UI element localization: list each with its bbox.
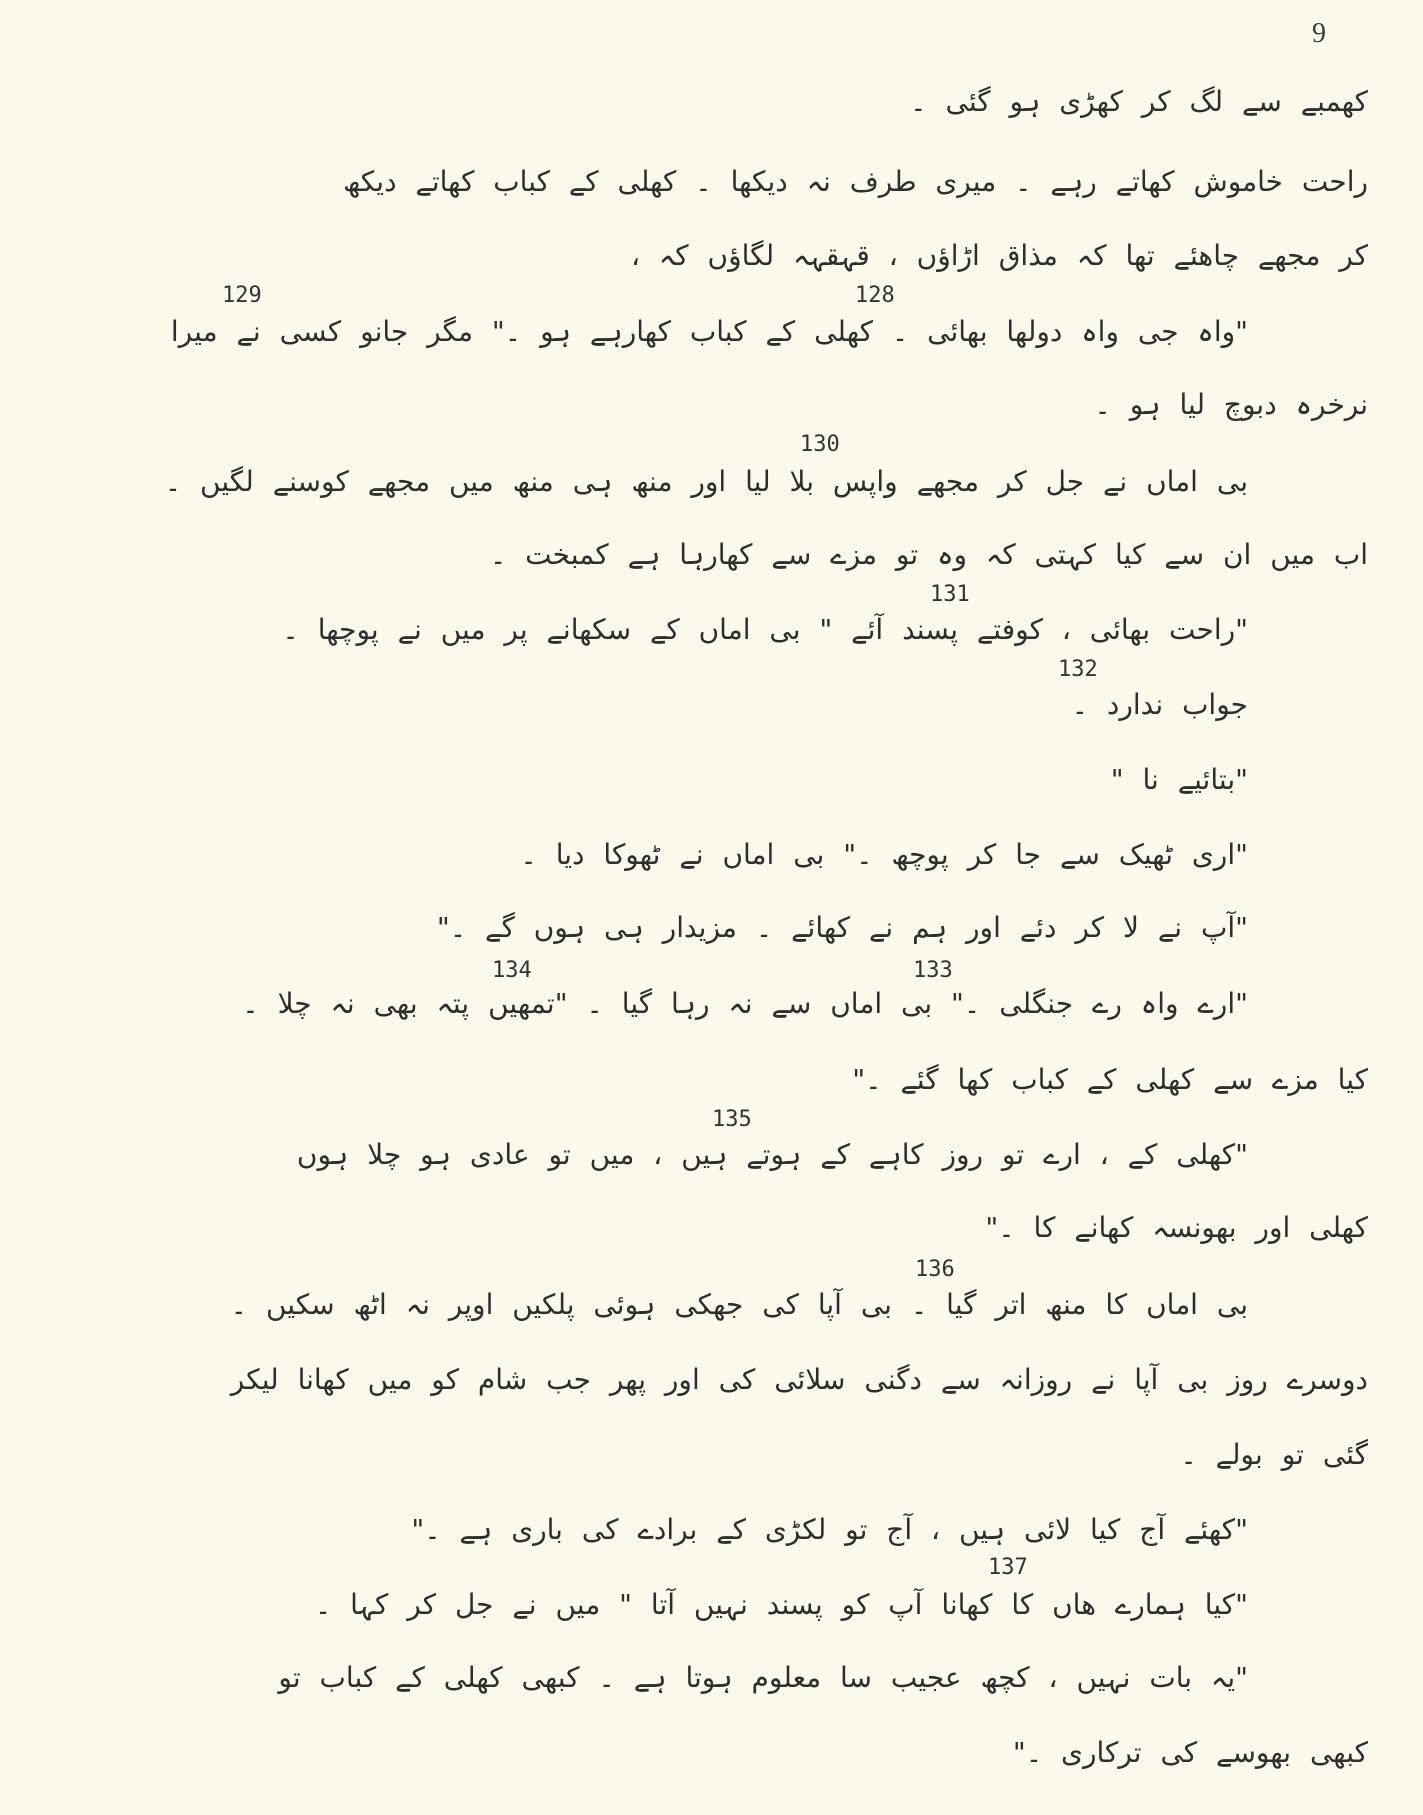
text-line: "آپ نے لا کر دئے اور ہم نے کھائے ۔ مزیدار ہی ہوں گے ۔"	[436, 911, 1248, 944]
text-line: راحت خاموش کھاتے رہے ۔ میری طرف نہ دیکھا ۔ کھلی کے کباب کھاتے دیکھ	[343, 165, 1368, 198]
footnote-marker: 130	[800, 432, 840, 457]
text-line: "کھلی کے ، ارے تو روز کاہے کے ہوتے ہیں ، میں تو عادی ہو چلا ہوں	[296, 1138, 1248, 1171]
text-line: کیا مزے سے کھلی کے کباب کھا گئے ۔"	[852, 1063, 1368, 1096]
text-line: نرخرہ دبوچ لیا ہو ۔	[1094, 388, 1368, 421]
text-line: "راحت بھائی ، کوفتے پسند آئے " بی اماں کے سکھانے پر میں نے پوچھا ۔	[282, 613, 1248, 646]
text-line: بی اماں نے جل کر مجھے واپس بلا لیا اور منھ ہی منھ میں مجھے کوسنے لگیں ۔	[164, 465, 1248, 498]
text-line: کر مجھے چاھئے تھا کہ مذاق اڑاؤں ، قہقہہ لگاؤں کہ ،	[630, 239, 1368, 272]
text-line: "واہ جی واہ دولھا بھائی ۔ کھلی کے کباب کھارہے ہو ۔" مگر جانو کسی نے میرا	[170, 315, 1248, 348]
text-line: "کیا ہمارے ھاں کا کھانا آپ کو پسند نہیں آتا " میں نے جل کر کہا ۔	[314, 1588, 1248, 1621]
footnote-marker: 128	[855, 283, 895, 308]
page-number: 9	[1312, 18, 1326, 49]
text-line: کھمبے سے لگ کر کھڑی ہو گئی ۔	[910, 85, 1368, 118]
text-line: "کھئے آج کیا لائی ہیں ، آج تو لکڑی کے برادے کی باری ہے ۔"	[411, 1513, 1248, 1546]
text-line: اب میں ان سے کیا کہتی کہ وہ تو مزے سے کھارہا ہے کمبخت ۔	[489, 538, 1368, 571]
text-line: کھلی اور بھونسہ کھانے کا ۔"	[985, 1211, 1368, 1244]
text-line: دوسرے روز بی آپا نے روزانہ سے دگنی سلائی کی اور پھر جب شام کو میں کھانا لیکر	[230, 1363, 1368, 1396]
text-line: "ارے واہ رے جنگلی ۔" بی اماں سے نہ رہا گیا ۔ "تمھیں پتہ بھی نہ چلا ۔	[242, 987, 1248, 1020]
footnote-marker: 129	[222, 283, 262, 308]
footnote-marker: 135	[712, 1107, 752, 1132]
footnote-marker: 133	[913, 958, 953, 983]
text-line: بی اماں کا منھ اتر گیا ۔ بی آپا کی جھکی ہوئی پلکیں اوپر نہ اٹھ سکیں ۔	[230, 1288, 1248, 1321]
footnote-marker: 136	[915, 1257, 955, 1282]
text-line: کبھی بھوسے کی ترکاری ۔"	[1012, 1736, 1368, 1769]
text-line: "بتائیے نا "	[1110, 763, 1248, 796]
footnote-marker: 131	[930, 582, 970, 607]
text-line: "اری ٹھیک سے جا کر پوچھ ۔" بی اماں نے ٹھوکا دیا ۔	[520, 838, 1248, 871]
text-line: جواب ندارد ۔	[1071, 688, 1248, 721]
footnote-marker: 137	[988, 1555, 1028, 1580]
footnote-marker: 134	[492, 958, 532, 983]
footnote-marker: 132	[1058, 657, 1098, 682]
text-line: "یہ بات نہیں ، کچھ عجیب سا معلوم ہوتا ہے ۔ کبھی کھلی کے کباب تو	[278, 1661, 1248, 1694]
text-line: گئی تو بولے ۔	[1180, 1438, 1368, 1471]
